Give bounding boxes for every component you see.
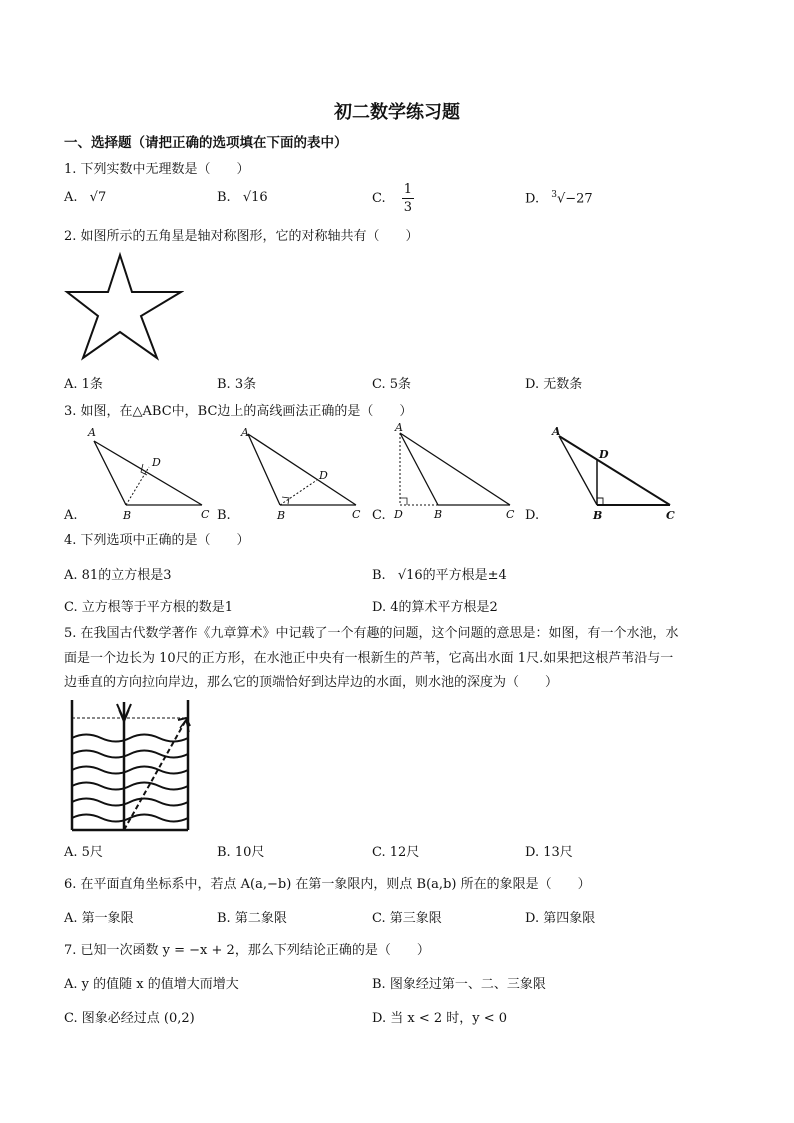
q3-option-b: B. (217, 508, 231, 523)
option-label: B. (217, 190, 231, 205)
q7-option-c: C. 图象必经过点 (0,2) (64, 1011, 195, 1026)
question-2-stem: 2. 如图所示的五角星是轴对称图形，它的对称轴共有（ ） (64, 229, 419, 244)
q1-option-d (525, 190, 593, 206)
point-label: C (201, 508, 210, 521)
point-label: B (434, 508, 443, 521)
question-1-stem: 1. 下列实数中无理数是（ ） (64, 162, 250, 177)
point-label: A (552, 425, 561, 438)
option-math: √−27 (556, 191, 593, 207)
point-label: D (599, 448, 609, 461)
q3-figures (60, 422, 760, 527)
question-5-line: 面是一个边长为 10尺的正方形，在水池正中央有一根新生的芦苇，它高出水面 1尺.如果把这根芦苇沿与一 (64, 651, 674, 666)
question-7-stem: 7. 已知一次函数 y = −x + 2，那么下列结论正确的是（ ） (64, 943, 430, 958)
point-label: D (319, 469, 328, 482)
q4-option-a: A. 81的立方根是3 (64, 568, 172, 583)
question-5-line: 5. 在我国古代数学著作《九章算术》中记载了一个有趣的问题，这个问题的意思是：如图，有一个水池，水 (64, 626, 679, 641)
option-text: 的平方根是±4 (422, 568, 507, 583)
triangle-figure-d (551, 425, 675, 522)
q6-option-b: B. 第二象限 (217, 911, 287, 926)
option-math: √16 (397, 568, 423, 583)
q4-option-b (372, 564, 507, 583)
q7-option-d: D. 当 x < 2 时，y < 0 (372, 1011, 508, 1026)
q4-option-c: C. 立方根等于平方根的数是1 (64, 600, 234, 615)
option-label: A. (64, 190, 78, 205)
option-label: B. (372, 568, 386, 583)
fraction (402, 181, 414, 216)
q7-option-a: A. y 的值随 x 的值增大而增大 (64, 977, 239, 992)
q6-option-c: C. 第三象限 (372, 911, 442, 926)
point-label: A (395, 422, 403, 434)
option-math: √7 (89, 190, 107, 205)
question-5-line: 边垂直的方向拉向岸边，那么它的顶端恰好到达岸边的水面，则水池的深度为（ ） (64, 675, 559, 690)
q3-option-c: C. (372, 508, 386, 523)
point-label: A (241, 426, 249, 439)
numerator: 1 (403, 182, 413, 197)
point-label: B (593, 509, 603, 522)
page-title: 初二数学练习题 (334, 102, 460, 123)
q2-option-a: A. 1条 (64, 377, 103, 392)
section-heading: 一、选择题（请把正确的选项填在下面的表中） (64, 135, 348, 151)
option-label: D. (525, 191, 540, 207)
triangle-figure-a (87, 426, 210, 522)
q5-option-b: B. 10尺 (217, 845, 265, 860)
triangle-figure-c (393, 422, 515, 521)
option-label: C. (372, 191, 386, 206)
q1-option-c (372, 181, 414, 216)
q5-option-c: C. 12尺 (372, 845, 420, 860)
question-6-stem: 6. 在平面直角坐标系中，若点 A(a,−b) 在第一象限内，则点 B(a,b) 所在的象限是（ ） (64, 877, 591, 892)
q2-option-c: C. 5条 (372, 377, 412, 392)
point-label: C (352, 508, 361, 521)
q5-option-d: D. 13尺 (525, 845, 573, 860)
q1-option-b (217, 190, 268, 205)
option-math: √16 (242, 190, 268, 205)
q6-option-a: A. 第一象限 (64, 911, 134, 926)
q7-option-b: B. 图象经过第一、二、三象限 (372, 977, 546, 992)
question-3-stem: 3. 如图，在△ABC中，BC边上的高线画法正确的是（ ） (64, 404, 413, 419)
q5-option-a: A. 5尺 (64, 845, 103, 860)
triangle-figure-b (240, 426, 361, 522)
q3-option-a: A. (64, 508, 78, 523)
point-label: B (123, 509, 132, 522)
point-label: A (88, 426, 96, 439)
root-index: 3 (551, 190, 557, 200)
denominator: 3 (403, 200, 413, 215)
point-label: C (666, 509, 675, 522)
pond-reed-figure (64, 696, 196, 834)
question-4-stem: 4. 下列选项中正确的是（ ） (64, 533, 250, 548)
point-label: D (152, 456, 161, 469)
star-figure (64, 250, 184, 362)
point-label: B (277, 509, 286, 522)
q2-option-b: B. 3条 (217, 377, 257, 392)
q3-option-d: D. (525, 508, 540, 523)
q6-option-d: D. 第四象限 (525, 911, 596, 926)
point-label: C (506, 508, 515, 521)
q1-option-a (64, 190, 106, 205)
q2-option-d: D. 无数条 (525, 377, 583, 392)
q4-option-d: D. 4的算术平方根是2 (372, 600, 498, 615)
point-label: D (394, 508, 403, 521)
